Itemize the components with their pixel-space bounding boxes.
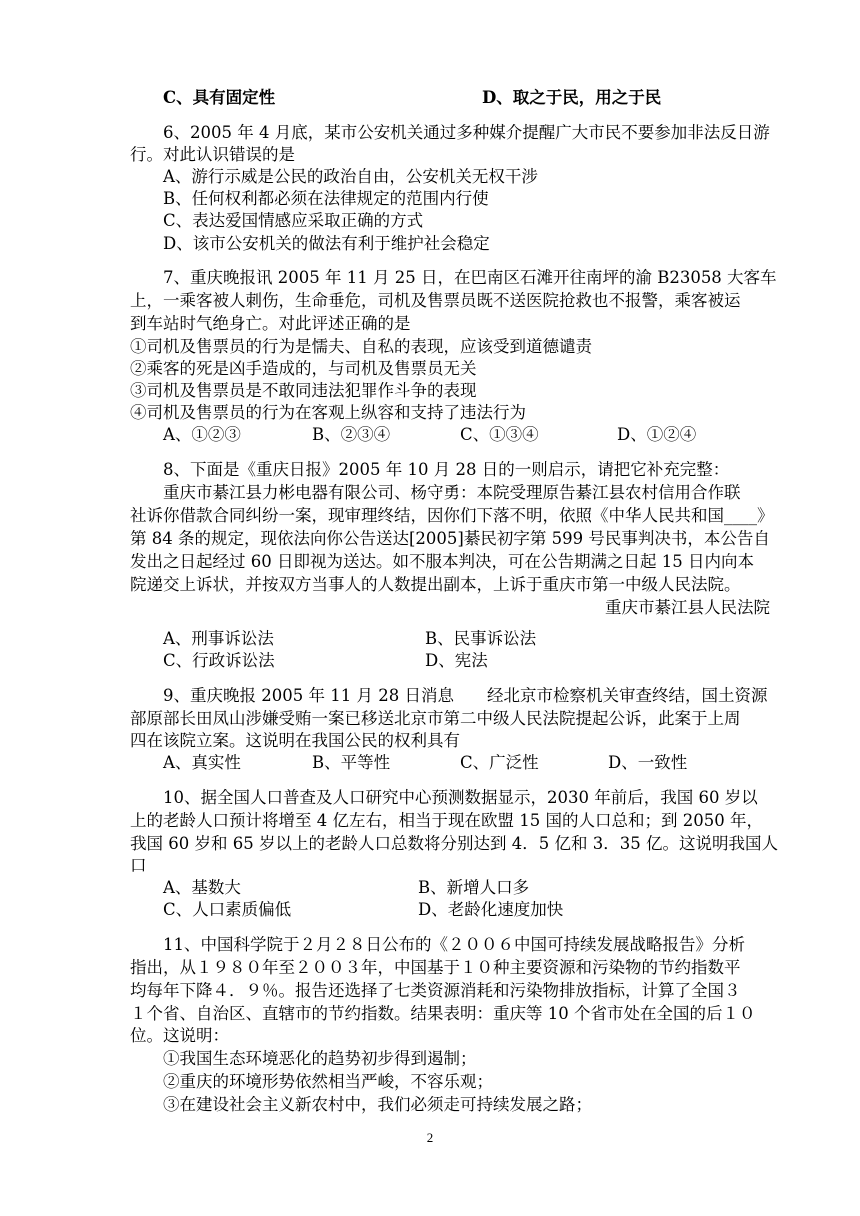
- q11-stem-line: １个省、自治区、直辖市的节约指数。结果表明：重庆等 10 个省市处在全国的后１０: [130, 1004, 756, 1023]
- q9-option: A、真实性: [163, 753, 241, 772]
- q8-option: C、行政诉讼法: [163, 651, 275, 670]
- q9-stem-line: 部原部长田凤山涉嫌受贿一案已移送北京市第二中级人民法院提起公诉，此案于上周: [130, 709, 741, 728]
- q8-notice-line: 社诉你借款合同纠纷一案，现审理终结，因你们下落不明，依照《中华人民共和国____》: [130, 506, 774, 525]
- q6-option: D、该市公安机关的做法有利于维护社会稳定: [163, 234, 490, 253]
- q7-option: D、①②④: [617, 425, 697, 444]
- q10-stem-line: 上的老龄人口预计将增至 4 亿左右，相当于现在欧盟 15 国的人口总和；到 2050 年，: [130, 811, 763, 830]
- q10-stem-line: 口: [130, 856, 147, 875]
- q11-stem-line: 均每年下降４．９％。报告还选择了七类资源消耗和污染物排放指标，计算了全国３: [130, 981, 741, 1000]
- q10-option: C、人口素质偏低: [163, 900, 292, 919]
- q6-option: B、任何权利都必须在法律规定的范围内行使: [163, 189, 489, 208]
- q7-option: B、②③④: [312, 425, 391, 444]
- q10-stem-line: 我国 60 岁和 65 岁以上的老龄人口总数将分别达到 4．5 亿和 3．35 亿。这说明我国人: [130, 834, 778, 853]
- q10-option: A、基数大: [163, 878, 241, 897]
- q11-item: ③在建设社会主义新农村中，我们必须走可持续发展之路；: [163, 1095, 592, 1114]
- q8-option: B、民事诉讼法: [425, 629, 537, 648]
- page-number: 2: [426, 1130, 434, 1145]
- q10-option: D、老龄化速度加快: [418, 900, 564, 919]
- q7-stem-line: 7、重庆晚报讯 2005 年 11 月 25 日，在巴南区石滩开往南坪的渝 B23058 大客车: [163, 268, 777, 287]
- q8-option: A、刑事诉讼法: [163, 629, 274, 648]
- q6-stem-line: 6、2005 年 4 月底，某市公安机关通过多种媒介提醒广大市民不要参加非法反日游: [163, 123, 770, 142]
- q9-option: B、平等性: [312, 753, 391, 772]
- q10-stem-line: 10、据全国人口普查及人口研究中心预测数据显示，2030 年前后，我国 60 岁以: [163, 788, 758, 807]
- q5-option-d: D、取之于民，用之于民: [482, 88, 662, 107]
- q7-item: ④司机及售票员的行为在客观上纵容和支持了违法行为: [130, 403, 526, 422]
- q8-notice-line: 院递交上诉状，并按双方当事人的人数提出副本，上诉于重庆市第一中级人民法院。: [130, 575, 741, 594]
- q7-item: ②乘客的死是凶手造成的，与司机及售票员无关: [130, 359, 477, 378]
- q9-option: D、一致性: [608, 753, 688, 772]
- q7-item: ①司机及售票员的行为是懦夫、自私的表现，应该受到道德谴责: [130, 337, 592, 356]
- q7-option: C、①③④: [460, 425, 539, 444]
- q7-item: ③司机及售票员是不敢同违法犯罪作斗争的表现: [130, 381, 477, 400]
- q9-stem-line: 9、重庆晚报 2005 年 11 月 28 日消息 经北京市检察机关审查终结，国土资源: [163, 686, 768, 705]
- q11-stem-line: 位。这说明：: [130, 1026, 229, 1045]
- q7-option: A、①②③: [163, 425, 241, 444]
- q9-option: C、广泛性: [460, 753, 539, 772]
- q11-item: ①我国生态环境恶化的趋势初步得到遏制；: [163, 1049, 477, 1068]
- q10-option: B、新增人口多: [418, 878, 530, 897]
- q5-option-c: C、具有固定性: [163, 88, 276, 107]
- q8-notice-line: 重庆市綦江县力彬电器有限公司、杨守勇：本院受理原告綦江县农村信用合作联: [163, 483, 741, 502]
- q6-option: A、游行示威是公民的政治自由，公安机关无权干涉: [163, 167, 538, 186]
- q8-stem: 8、下面是《重庆日报》2005 年 10 月 28 日的一则启示，请把它补充完整：: [163, 460, 730, 479]
- q11-stem-line: 11、中国科学院于２月２８日公布的《２００６中国可持续发展战略报告》分析: [163, 935, 745, 954]
- q6-stem-line: 行。对此认识错误的是: [130, 145, 295, 164]
- q8-notice-line: 发出之日起经过 60 日即视为送达。如不服本判决，可在公告期满之日起 15 日内向本: [130, 552, 754, 571]
- q7-stem-line: 上，一乘客被人刺伤，生命垂危，司机及售票员既不送医院抢救也不报警，乘客被运: [130, 291, 741, 310]
- q7-stem-line: 到车站时气绝身亡。对此评述正确的是: [130, 314, 411, 333]
- q8-notice-line: 第 84 条的规定，现依法向你公告送达[2005]綦民初字第 599 号民事判决书，本公告自: [130, 529, 770, 548]
- q8-option: D、宪法: [425, 651, 488, 670]
- q11-item: ②重庆的环境形势依然相当严峻，不容乐观；: [163, 1072, 493, 1091]
- q9-stem-line: 四在该院立案。这说明在我国公民的权利具有: [130, 731, 460, 750]
- q11-stem-line: 指出，从１９８０年至２００３年，中国基于１０种主要资源和污染物的节约指数平: [130, 958, 741, 977]
- q8-signature: 重庆市綦江县人民法院: [605, 598, 770, 617]
- q6-option: C、表达爱国情感应采取正确的方式: [163, 211, 424, 230]
